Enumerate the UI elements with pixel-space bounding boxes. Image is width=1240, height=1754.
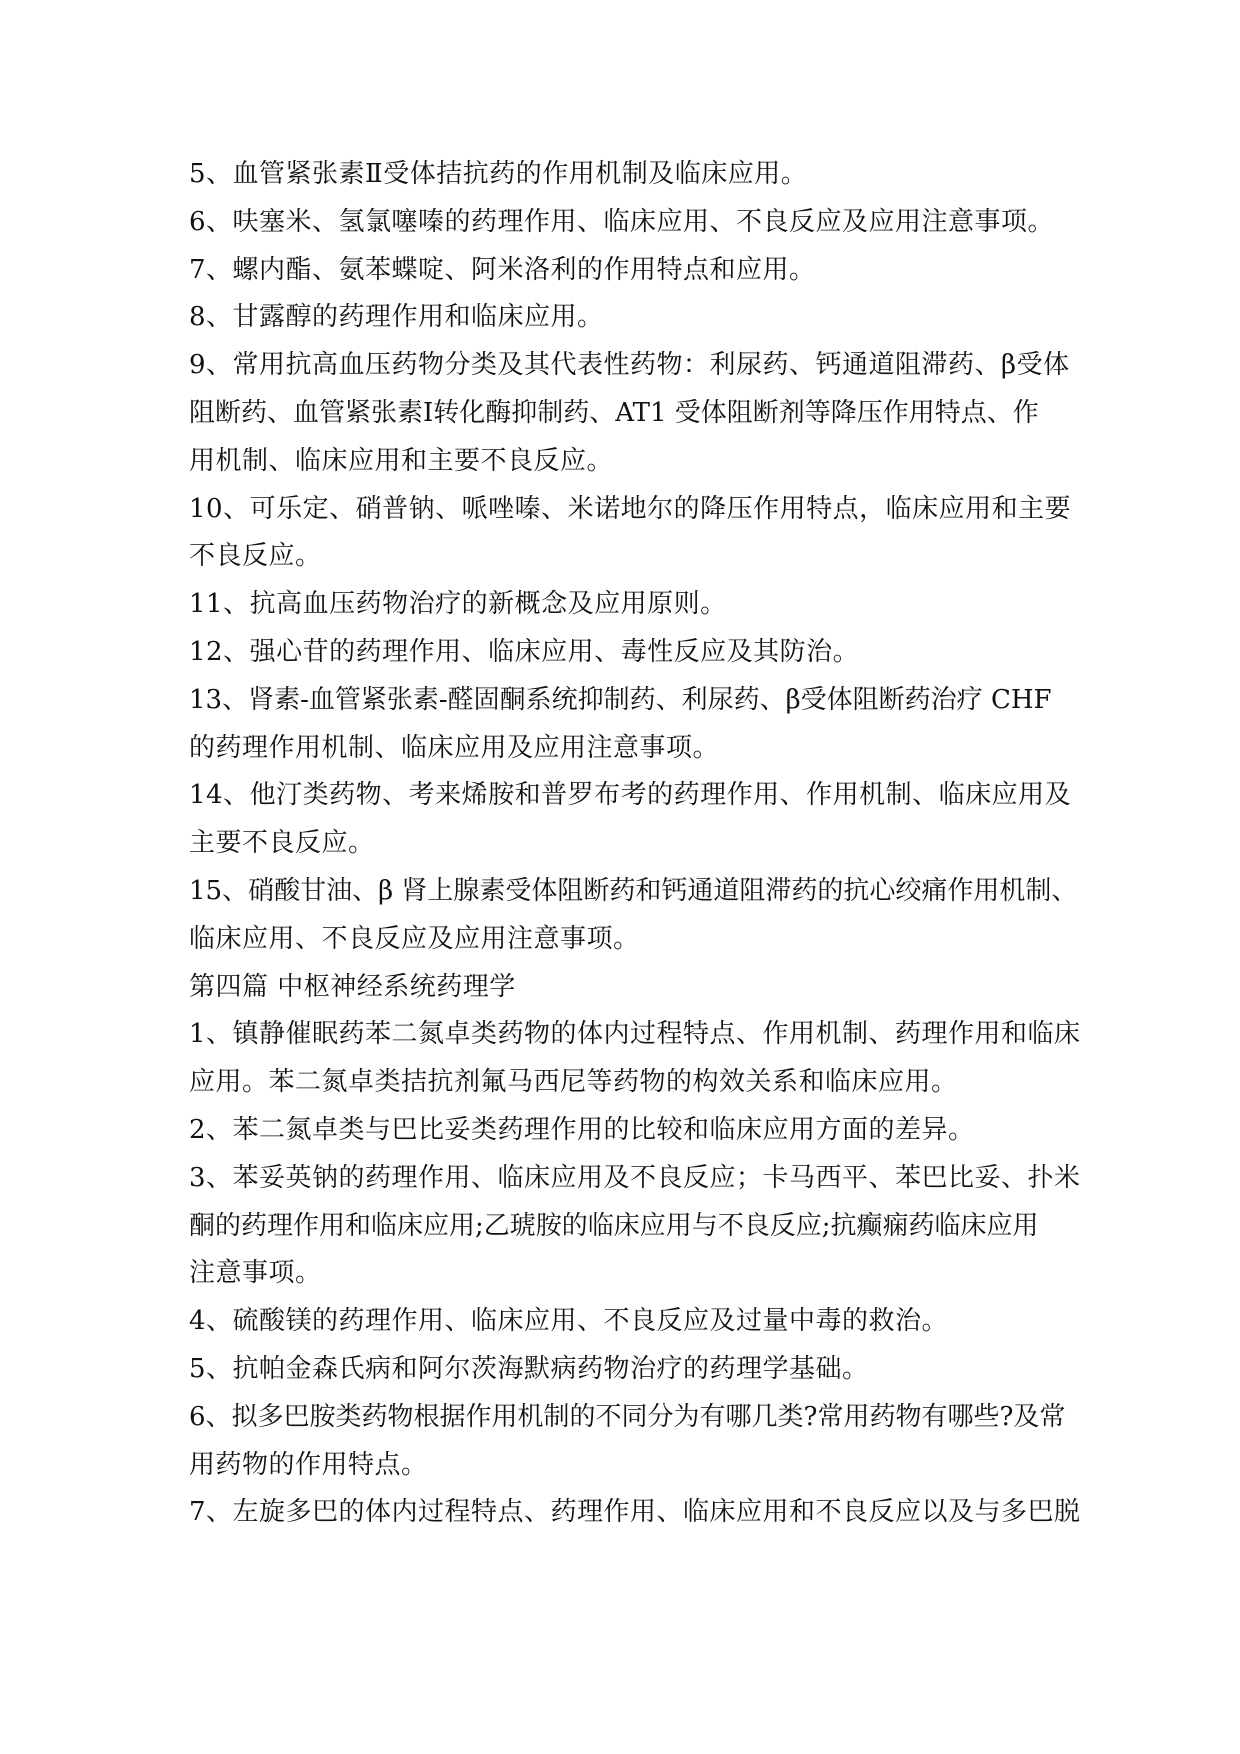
text-line: 7、左旋多巴的体内过程特点、药理作用、临床应用和不良反应以及与多巴脱 [189,1497,1081,1528]
text-line: 6、拟多巴胺类药物根据作用机制的不同分为有哪几类?常用药物有哪些?及常 [189,1401,1066,1432]
text-line: 14、他汀类药物、考来烯胺和普罗布考的药理作用、作用机制、临床应用及 [189,780,1072,811]
text-line: 4、硫酸镁的药理作用、临床应用、不良反应及过量中毒的救治。 [189,1306,949,1337]
text-line: 10、可乐定、硝普钠、哌唑嗪、米诺地尔的降压作用特点，临床应用和主要 [189,493,1072,524]
text-line: 用机制、临床应用和主要不良反应。 [189,445,614,476]
text-line: 7、螺内酯、氨苯蝶啶、阿米洛利的作用特点和应用。 [189,254,816,285]
text-line: 主要不良反应。 [189,828,375,859]
document-body [189,151,1081,1537]
text-line: 3、苯妥英钠的药理作用、临床应用及不良反应；卡马西平、苯巴比妥、扑米 [189,1162,1081,1193]
text-line: 阻断药、血管紧张素Ⅰ转化酶抑制药、AT1 受体阻断剂等降压作用特点、作 [189,397,1039,428]
text-line: 用药物的作用特点。 [189,1449,428,1480]
text-line: 5、抗帕金森氏病和阿尔茨海默病药物治疗的药理学基础。 [189,1353,869,1384]
section-heading: 第四篇 中枢神经系统药理学 [189,971,516,1002]
text-line: 13、肾素-血管紧张素-醛固酮系统抑制药、利尿药、β受体阻断药治疗 CHF [189,684,1052,715]
text-line: 1、镇静催眠药苯二氮卓类药物的体内过程特点、作用机制、药理作用和临床 [189,1019,1081,1050]
text-line: 酮的药理作用和临床应用;乙琥胺的临床应用与不良反应;抗癫痫药临床应用 [189,1210,1039,1241]
text-line: 临床应用、不良反应及应用注意事项。 [189,923,640,954]
text-line: 8、甘露醇的药理作用和临床应用。 [189,302,604,333]
text-line: 应用。苯二氮卓类拮抗剂氟马西尼等药物的构效关系和临床应用。 [189,1067,958,1098]
text-line: 9、常用抗高血压药物分类及其代表性药物：利尿药、钙通道阻滞药、β受体 [189,350,1070,381]
text-line: 11、抗高血压药物治疗的新概念及应用原则。 [189,589,727,620]
text-line: 2、苯二氮卓类与巴比妥类药理作用的比较和临床应用方面的差异。 [189,1114,975,1145]
text-line: 的药理作用机制、临床应用及应用注意事项。 [189,732,720,763]
text-line: 15、硝酸甘油、β 肾上腺素受体阻断药和钙通道阻滞药的抗心绞痛作用机制、 [189,875,1078,906]
text-line: 5、血管紧张素Ⅱ受体拮抗药的作用机制及临床应用。 [189,159,808,189]
text-line: 注意事项。 [189,1258,322,1289]
text-line: 不良反应。 [189,541,322,572]
text-line: 6、呋塞米、氢氯噻嗪的药理作用、临床应用、不良反应及应用注意事项。 [189,206,1055,237]
text-line: 12、强心苷的药理作用、临床应用、毒性反应及其防治。 [189,636,860,667]
